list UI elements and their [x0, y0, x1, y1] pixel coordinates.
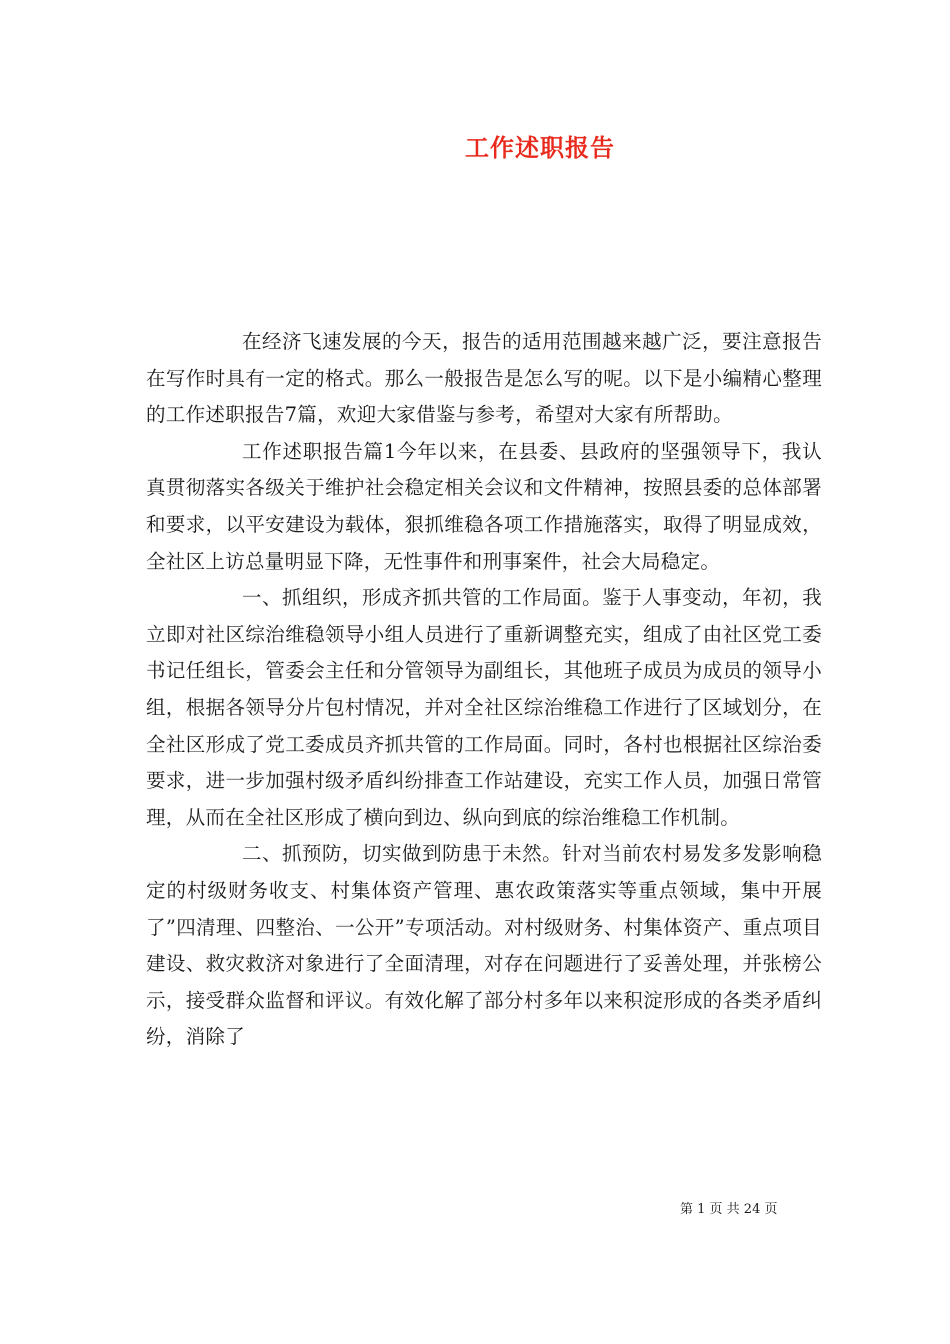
paragraph-report-1: 工作述职报告篇1今年以来，在县委、县政府的坚强领导下，我认真贯彻落实各级关于维护社会稳定相关会议和文件精神，按照县委的总体部署和要求，以平安建设为载体，狠抓维稳各项工作措施落实，取得了明显成效，全社区上访总量明显下降，无性事件和刑事案件，社会大局稳定。 [146, 439, 822, 573]
document-body [146, 324, 822, 1056]
page-title: 工作述职报告 [465, 133, 615, 162]
page-number: 第 1 页 共 24 页 [680, 1202, 778, 1217]
paragraph-section-2: 二、抓预防，切实做到防患于未然。针对当前农村易发多发影响稳定的村级财务收支、村集体资产管理、惠农政策落实等重点领域，集中开展了”四清理、四整治、一公开”专项活动。对村级财务、村集体资产、重点项目建设、救灾救济对象进行了全面清理，对存在问题进行了妥善处理，并张榜公示，接受群众监督和评议。有效化解了部分村多年以来积淀形成的各类矛盾纠纷，消除了 [146, 842, 822, 1049]
paragraph-intro: 在经济飞速发展的今天，报告的适用范围越来越广泛，要注意报告在写作时具有一定的格式。那么一般报告是怎么写的呢。以下是小编精心整理的工作述职报告7篇，欢迎大家借鉴与参考，希望对大家有所帮助。 [146, 330, 822, 427]
paragraph-section-1: 一、抓组织，形成齐抓共管的工作局面。鉴于人事变动，年初，我立即对社区综治维稳领导小组人员进行了重新调整充实，组成了由社区党工委书记任组长，管委会主任和分管领导为副组长，其他班子成员为成员的领导小组，根据各领导分片包村情况，并对全社区综治维稳工作进行了区域划分，在全社区形成了党工委成员齐抓共管的工作局面。同时，各村也根据社区综治委要求，进一步加强村级矛盾纠纷排查工作站建设，充实工作人员，加强日常管理，从而在全社区形成了横向到边、纵向到底的综治维稳工作机制。 [146, 586, 822, 829]
